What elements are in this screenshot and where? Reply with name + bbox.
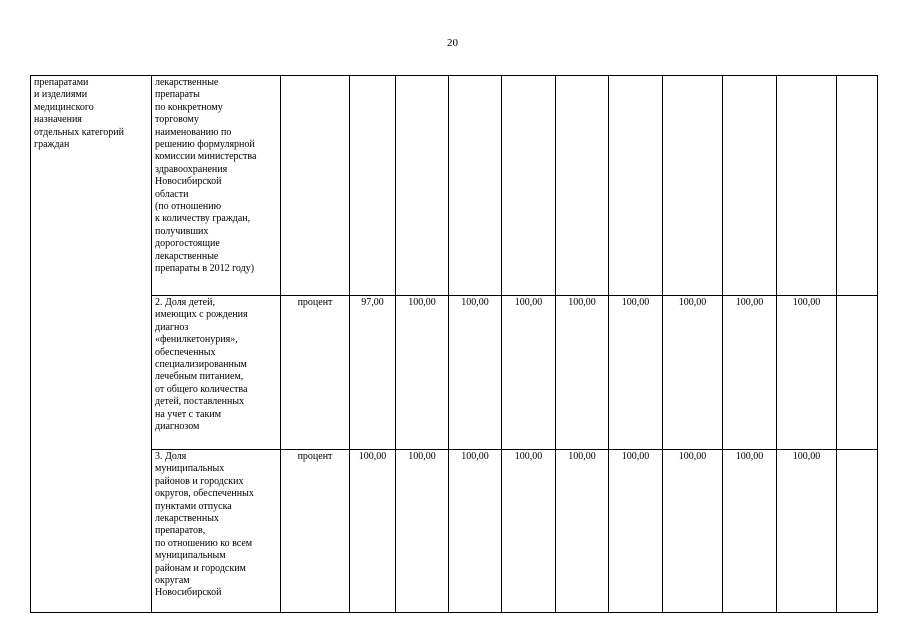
page-number: 20 — [447, 37, 458, 49]
value-cell: 100,00 — [723, 450, 777, 613]
indicator-cell: 2. Доля детей, имеющих с рождения диагноз «фенилкетонурия», обеспеченных специализированным лечебным питанием, от общего количества детей, поставленных на учет с таким диагнозом — [152, 296, 281, 450]
value-cell: 100,00 — [723, 296, 777, 450]
value-cell: 100,00 — [449, 296, 502, 450]
value-cell — [723, 76, 777, 296]
value-cell — [396, 76, 449, 296]
value-cell: 100,00 — [663, 450, 723, 613]
value-cell: 100,00 — [777, 450, 837, 613]
indicator-cell: лекарственные препараты по конкретному торговому наименованию по решению формулярной комиссии министерства здравоохранения Новосибирской области (по отношению к количеству граждан, получивших дорогостоящие лекарственные препараты в 2012 году) — [152, 76, 281, 296]
value-cell: 100,00 — [502, 296, 556, 450]
value-cell: 100,00 — [609, 296, 663, 450]
value-cell: 100,00 — [556, 450, 609, 613]
value-cell — [556, 76, 609, 296]
value-cell: 97,00 — [350, 296, 396, 450]
value-cell: 100,00 — [449, 450, 502, 613]
value-cell: 100,00 — [396, 450, 449, 613]
goal-cell: препаратами и изделиями медицинского назначения отдельных категорий граждан — [31, 76, 152, 613]
value-cell: 100,00 — [396, 296, 449, 450]
value-cell: 100,00 — [350, 450, 396, 613]
value-cell — [663, 76, 723, 296]
value-cell — [777, 76, 837, 296]
table-row — [31, 76, 878, 296]
note-cell — [837, 296, 878, 450]
value-cell: 100,00 — [502, 450, 556, 613]
value-cell: 100,00 — [556, 296, 609, 450]
unit-cell: процент — [281, 450, 350, 613]
value-cell — [609, 76, 663, 296]
value-cell: 100,00 — [609, 450, 663, 613]
value-cell — [350, 76, 396, 296]
note-cell — [837, 76, 878, 296]
value-cell: 100,00 — [777, 296, 837, 450]
note-cell — [837, 450, 878, 613]
table-row — [31, 296, 878, 450]
unit-cell — [281, 76, 350, 296]
indicators-table — [30, 75, 878, 613]
indicator-cell: 3. Доля муниципальных районов и городских округов, обеспеченных пунктами отпуска лекарственных препаратов, по отношению ко всем муниципальным районам и городским округам Новосибирской — [152, 450, 281, 613]
value-cell — [502, 76, 556, 296]
unit-cell: процент — [281, 296, 350, 450]
value-cell — [449, 76, 502, 296]
value-cell: 100,00 — [663, 296, 723, 450]
table-row — [31, 450, 878, 613]
